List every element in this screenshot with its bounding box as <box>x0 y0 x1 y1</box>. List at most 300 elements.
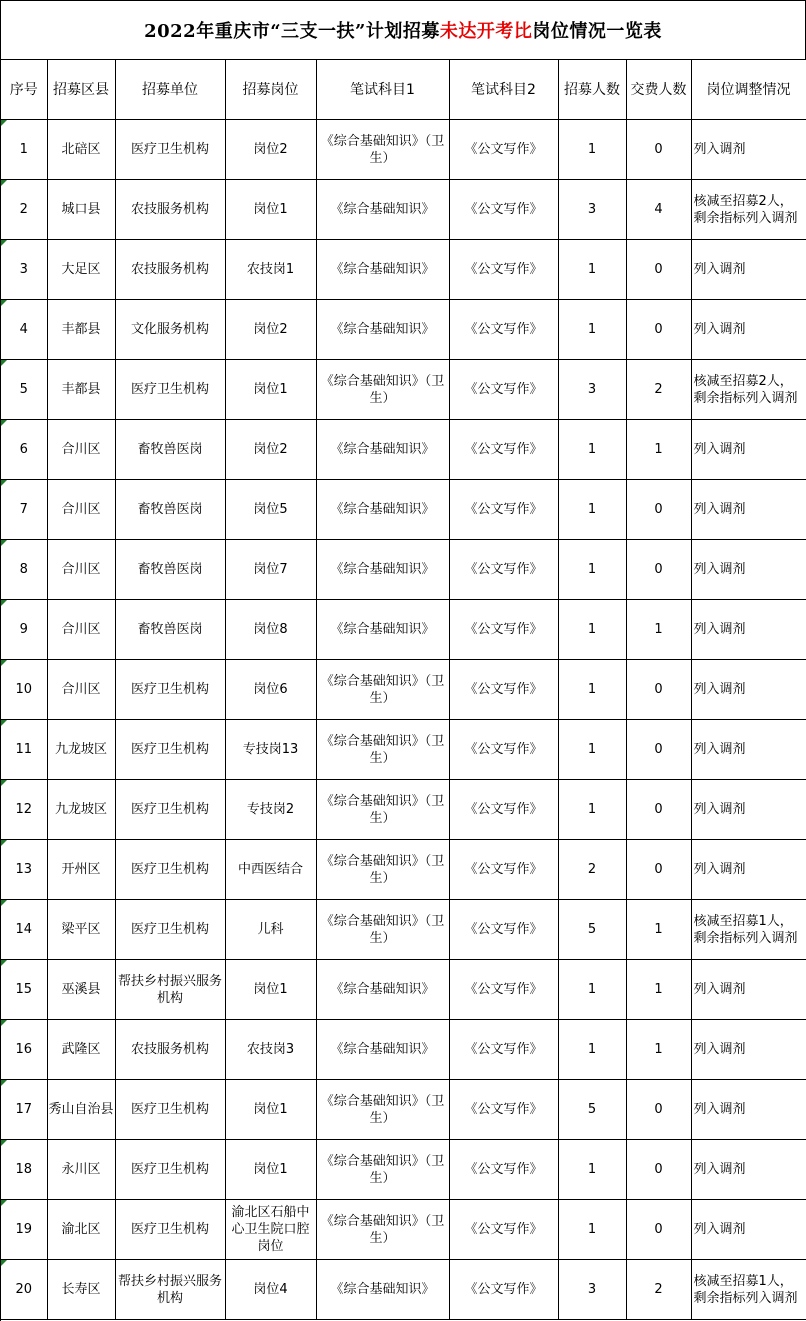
cell-unit[interactable] <box>115 420 225 480</box>
cell-index[interactable] <box>1 180 47 240</box>
cell-exam-2[interactable] <box>449 960 558 1020</box>
cell-exam-1[interactable] <box>316 780 449 840</box>
cell-adjustment[interactable] <box>691 1020 806 1080</box>
cell-district-text: 开州区 <box>61 862 101 877</box>
cell-adjustment[interactable] <box>691 780 806 840</box>
cell-district-text: 合川区 <box>61 622 101 637</box>
cell-unit[interactable] <box>115 240 225 300</box>
cell-exam-1[interactable] <box>316 240 449 300</box>
cell-unit[interactable] <box>115 1260 225 1320</box>
cell-exam-1[interactable] <box>316 300 449 360</box>
cell-index-text: 4 <box>19 322 28 337</box>
cell-exam-1[interactable] <box>316 1020 449 1080</box>
cell-unit-text: 医疗卫生机构 <box>130 1162 209 1177</box>
cell-exam-2[interactable] <box>449 900 558 960</box>
cell-index[interactable] <box>1 900 47 960</box>
cell-paid-count-text: 0 <box>654 562 663 577</box>
cell-paid-count-text: 1 <box>654 442 663 457</box>
cell-index-text: 9 <box>19 622 28 637</box>
cell-exam-2[interactable] <box>449 720 558 780</box>
cell-index-text: 6 <box>19 442 28 457</box>
cell-exam-1[interactable] <box>316 720 449 780</box>
cell-index[interactable] <box>1 960 47 1020</box>
cell-index[interactable] <box>1 1080 47 1140</box>
cell-post[interactable] <box>225 120 316 180</box>
cell-district-text: 丰都县 <box>61 322 101 337</box>
cell-index[interactable] <box>1 1260 47 1320</box>
cell-paid-count[interactable] <box>626 120 691 180</box>
cell-district-text: 合川区 <box>61 682 101 697</box>
cell-paid-count[interactable] <box>626 660 691 720</box>
cell-post-text: 岗位6 <box>253 682 288 697</box>
cell-unit-text: 医疗卫生机构 <box>130 862 209 877</box>
cell-unit-text: 畜牧兽医岗 <box>137 562 203 577</box>
cell-district-text: 梁平区 <box>61 922 101 937</box>
cell-exam-2[interactable] <box>449 1020 558 1080</box>
table-row <box>1 360 806 420</box>
cell-unit[interactable] <box>115 900 225 960</box>
table-row <box>1 420 806 480</box>
cell-recruit-count[interactable] <box>558 900 626 960</box>
cell-district[interactable] <box>47 960 115 1020</box>
cell-paid-count[interactable] <box>626 1020 691 1080</box>
cell-district[interactable] <box>47 1140 115 1200</box>
cell-recruit-count[interactable] <box>558 660 626 720</box>
table-row <box>1 780 806 840</box>
cell-district-text: 大足区 <box>61 262 101 277</box>
table-row <box>1 600 806 660</box>
cell-post-text: 农技岗1 <box>246 262 295 277</box>
cell-paid-count[interactable] <box>626 960 691 1020</box>
cell-exam-1[interactable] <box>316 540 449 600</box>
table-row <box>1 540 806 600</box>
cell-adjustment-text: 列入调剂 <box>693 862 746 877</box>
cell-exam-2[interactable] <box>449 300 558 360</box>
cell-district[interactable] <box>47 540 115 600</box>
cell-adjustment[interactable] <box>691 960 806 1020</box>
cell-district[interactable] <box>47 840 115 900</box>
cell-exam-2-text: 《公文写作》 <box>464 142 543 157</box>
cell-index[interactable] <box>1 1200 47 1260</box>
cell-district[interactable] <box>47 120 115 180</box>
cell-exam-2[interactable] <box>449 1140 558 1200</box>
cell-district[interactable] <box>47 360 115 420</box>
cell-unit-text: 医疗卫生机构 <box>130 1222 209 1237</box>
cell-paid-count[interactable] <box>626 1260 691 1320</box>
cell-post[interactable] <box>225 660 316 720</box>
cell-paid-count[interactable] <box>626 420 691 480</box>
cell-index-text: 19 <box>15 1222 33 1237</box>
cell-district[interactable] <box>47 1200 115 1260</box>
cell-adjustment-text: 核减至招募2人，剩余指标列入调剂 <box>693 193 798 226</box>
cell-recruit-count[interactable] <box>558 1140 626 1200</box>
cell-index-text: 14 <box>15 922 33 937</box>
cell-recruit-count[interactable] <box>558 780 626 840</box>
cell-paid-count[interactable] <box>626 900 691 960</box>
cell-exam-2-text: 《公文写作》 <box>464 322 543 337</box>
cell-recruit-count[interactable] <box>558 960 626 1020</box>
cell-post-text: 渝北区石船中心卫生院口腔岗位 <box>231 1205 310 1254</box>
cell-district[interactable] <box>47 1080 115 1140</box>
cell-adjustment-text: 列入调剂 <box>693 1102 746 1117</box>
cell-district-text: 九龙坡区 <box>54 802 107 817</box>
cell-marker-icon <box>1 720 7 726</box>
cell-paid-count[interactable] <box>626 1080 691 1140</box>
cell-post-text: 岗位5 <box>253 502 288 517</box>
cell-exam-2-text: 《公文写作》 <box>464 202 543 217</box>
cell-marker-icon <box>1 600 7 606</box>
cell-paid-count-text: 2 <box>654 382 663 397</box>
cell-exam-1[interactable] <box>316 900 449 960</box>
cell-index[interactable] <box>1 840 47 900</box>
cell-adjustment[interactable] <box>691 900 806 960</box>
cell-exam-2[interactable] <box>449 540 558 600</box>
cell-post[interactable] <box>225 180 316 240</box>
cell-exam-1[interactable] <box>316 840 449 900</box>
cell-recruit-count-text: 1 <box>587 142 597 157</box>
cell-index[interactable] <box>1 540 47 600</box>
cell-exam-1[interactable] <box>316 600 449 660</box>
cell-district[interactable] <box>47 300 115 360</box>
cell-exam-1-text: 《综合基础知识》 <box>330 982 435 997</box>
cell-post-text: 岗位8 <box>253 622 288 637</box>
cell-index-text: 11 <box>15 742 33 757</box>
cell-exam-1-text: 《综合基础知识》 <box>330 622 435 637</box>
cell-district[interactable] <box>47 900 115 960</box>
cell-exam-1-text: 《综合基础知识》（卫生） <box>320 1213 445 1246</box>
cell-post[interactable] <box>225 1020 316 1080</box>
table-row <box>1 900 806 960</box>
cell-exam-1[interactable] <box>316 120 449 180</box>
cell-district-text: 渝北区 <box>61 1222 101 1237</box>
cell-post[interactable] <box>225 1080 316 1140</box>
cell-adjustment[interactable] <box>691 1080 806 1140</box>
cell-index[interactable] <box>1 1020 47 1080</box>
cell-unit[interactable] <box>115 960 225 1020</box>
cell-index-text: 3 <box>19 262 28 277</box>
cell-adjustment[interactable] <box>691 660 806 720</box>
cell-exam-1-text: 《综合基础知识》 <box>330 502 435 517</box>
cell-recruit-count[interactable] <box>558 1080 626 1140</box>
cell-recruit-count[interactable] <box>558 600 626 660</box>
cell-post-text: 专技岗2 <box>246 802 295 817</box>
cell-recruit-count[interactable] <box>558 1260 626 1320</box>
cell-unit-text: 畜牧兽医岗 <box>137 502 203 517</box>
cell-adjustment-text: 列入调剂 <box>693 562 746 577</box>
cell-paid-count[interactable] <box>626 480 691 540</box>
cell-marker-icon <box>1 780 7 786</box>
cell-index[interactable] <box>1 360 47 420</box>
cell-index-text: 13 <box>15 862 33 877</box>
cell-exam-2-text: 《公文写作》 <box>464 922 543 937</box>
cell-unit[interactable] <box>115 480 225 540</box>
cell-adjustment[interactable] <box>691 180 806 240</box>
cell-recruit-count-text: 1 <box>587 622 597 637</box>
cell-post-text: 岗位1 <box>253 202 288 217</box>
cell-paid-count-text: 0 <box>654 682 663 697</box>
cell-exam-1-text: 《综合基础知识》（卫生） <box>320 913 445 946</box>
cell-exam-1[interactable] <box>316 960 449 1020</box>
cell-unit[interactable] <box>115 1140 225 1200</box>
cell-unit[interactable] <box>115 300 225 360</box>
cell-paid-count-text: 0 <box>654 502 663 517</box>
cell-exam-2[interactable] <box>449 1200 558 1260</box>
cell-recruit-count[interactable] <box>558 1020 626 1080</box>
cell-unit[interactable] <box>115 780 225 840</box>
cell-unit-text: 农技服务机构 <box>130 262 209 277</box>
cell-recruit-count[interactable] <box>558 300 626 360</box>
cell-exam-2[interactable] <box>449 660 558 720</box>
cell-exam-2[interactable] <box>449 180 558 240</box>
cell-recruit-count[interactable] <box>558 120 626 180</box>
cell-recruit-count[interactable] <box>558 360 626 420</box>
cell-adjustment[interactable] <box>691 360 806 420</box>
cell-adjustment[interactable] <box>691 480 806 540</box>
cell-recruit-count-text: 3 <box>587 1282 597 1297</box>
cell-recruit-count-text: 1 <box>587 1222 597 1237</box>
cell-paid-count-text: 0 <box>654 322 663 337</box>
cell-post[interactable] <box>225 300 316 360</box>
cell-unit[interactable] <box>115 600 225 660</box>
cell-district[interactable] <box>47 420 115 480</box>
cell-index[interactable] <box>1 420 47 480</box>
cell-exam-1-text: 《综合基础知识》（卫生） <box>320 373 445 406</box>
cell-index[interactable] <box>1 600 47 660</box>
cell-post[interactable] <box>225 840 316 900</box>
cell-district[interactable] <box>47 240 115 300</box>
cell-index[interactable] <box>1 300 47 360</box>
cell-post[interactable] <box>225 1260 316 1320</box>
cell-post[interactable] <box>225 1200 316 1260</box>
column-header: 交费人数 <box>626 60 691 120</box>
cell-paid-count-text: 1 <box>654 622 663 637</box>
cell-paid-count[interactable] <box>626 1200 691 1260</box>
cell-unit-text: 文化服务机构 <box>130 322 209 337</box>
cell-index-text: 5 <box>19 382 28 397</box>
cell-exam-1[interactable] <box>316 180 449 240</box>
cell-index-text: 18 <box>15 1162 33 1177</box>
title-prefix: 2022年重庆市“三支一扶”计划招募 <box>144 21 440 42</box>
cell-exam-2[interactable] <box>449 840 558 900</box>
title-highlight: 未达开考比 <box>439 21 533 42</box>
cell-exam-2-text: 《公文写作》 <box>464 1102 543 1117</box>
cell-index-text: 20 <box>15 1282 33 1297</box>
cell-district-text: 合川区 <box>61 502 101 517</box>
cell-recruit-count-text: 1 <box>587 442 597 457</box>
cell-paid-count[interactable] <box>626 720 691 780</box>
cell-district[interactable] <box>47 780 115 840</box>
cell-adjustment-text: 列入调剂 <box>693 1222 746 1237</box>
cell-post-text: 岗位2 <box>253 142 288 157</box>
cell-post[interactable] <box>225 960 316 1020</box>
cell-recruit-count[interactable] <box>558 240 626 300</box>
cell-marker-icon <box>1 420 7 426</box>
cell-index[interactable] <box>1 480 47 540</box>
cell-recruit-count-text: 3 <box>587 202 597 217</box>
cell-unit[interactable] <box>115 720 225 780</box>
cell-unit[interactable] <box>115 540 225 600</box>
cell-adjustment-text: 核减至招募1人，剩余指标列入调剂 <box>693 1273 798 1306</box>
cell-unit[interactable] <box>115 360 225 420</box>
cell-recruit-count[interactable] <box>558 480 626 540</box>
cell-exam-1[interactable] <box>316 480 449 540</box>
cell-paid-count[interactable] <box>626 300 691 360</box>
cell-district[interactable] <box>47 720 115 780</box>
cell-exam-2[interactable] <box>449 780 558 840</box>
cell-exam-2[interactable] <box>449 120 558 180</box>
cell-index[interactable] <box>1 780 47 840</box>
cell-exam-1-text: 《综合基础知识》 <box>330 562 435 577</box>
cell-district[interactable] <box>47 180 115 240</box>
cell-district-text: 九龙坡区 <box>54 742 107 757</box>
cell-exam-1[interactable] <box>316 1260 449 1320</box>
cell-post-text: 岗位2 <box>253 442 288 457</box>
cell-index[interactable] <box>1 1140 47 1200</box>
cell-exam-1[interactable] <box>316 1200 449 1260</box>
cell-adjustment[interactable] <box>691 120 806 180</box>
cell-district[interactable] <box>47 1020 115 1080</box>
cell-post[interactable] <box>225 900 316 960</box>
cell-paid-count[interactable] <box>626 600 691 660</box>
cell-post[interactable] <box>225 600 316 660</box>
cell-exam-1[interactable] <box>316 360 449 420</box>
cell-unit[interactable] <box>115 120 225 180</box>
cell-post-text: 岗位1 <box>253 382 288 397</box>
cell-index[interactable] <box>1 240 47 300</box>
cell-adjustment[interactable] <box>691 840 806 900</box>
cell-post[interactable] <box>225 480 316 540</box>
cell-adjustment[interactable] <box>691 540 806 600</box>
cell-recruit-count[interactable] <box>558 420 626 480</box>
cell-district[interactable] <box>47 600 115 660</box>
column-header: 招募人数 <box>558 60 626 120</box>
cell-exam-1[interactable] <box>316 660 449 720</box>
cell-post-text: 岗位7 <box>253 562 288 577</box>
cell-adjustment-text: 列入调剂 <box>693 142 746 157</box>
cell-recruit-count[interactable] <box>558 840 626 900</box>
cell-exam-2[interactable] <box>449 240 558 300</box>
cell-adjustment-text: 列入调剂 <box>693 1042 746 1057</box>
cell-adjustment[interactable] <box>691 1200 806 1260</box>
cell-exam-2[interactable] <box>449 420 558 480</box>
cell-district-text: 永川区 <box>61 1162 101 1177</box>
cell-marker-icon <box>1 1260 7 1266</box>
cell-marker-icon <box>1 900 7 906</box>
cell-post[interactable] <box>225 420 316 480</box>
cell-paid-count-text: 1 <box>654 982 663 997</box>
cell-recruit-count-text: 1 <box>587 322 597 337</box>
cell-adjustment[interactable] <box>691 300 806 360</box>
cell-marker-icon <box>1 300 7 306</box>
cell-recruit-count[interactable] <box>558 540 626 600</box>
cell-district[interactable] <box>47 1260 115 1320</box>
cell-exam-1[interactable] <box>316 1140 449 1200</box>
cell-paid-count[interactable] <box>626 780 691 840</box>
cell-index-text: 8 <box>19 562 28 577</box>
cell-exam-2[interactable] <box>449 1080 558 1140</box>
cell-exam-2-text: 《公文写作》 <box>464 682 543 697</box>
cell-paid-count[interactable] <box>626 180 691 240</box>
cell-exam-2[interactable] <box>449 600 558 660</box>
cell-paid-count[interactable] <box>626 240 691 300</box>
cell-index-text: 7 <box>19 502 28 517</box>
cell-exam-2-text: 《公文写作》 <box>464 502 543 517</box>
cell-district-text: 北碚区 <box>61 142 101 157</box>
cell-exam-2-text: 《公文写作》 <box>464 1282 543 1297</box>
cell-post[interactable] <box>225 780 316 840</box>
table-row <box>1 240 806 300</box>
cell-exam-2[interactable] <box>449 480 558 540</box>
cell-recruit-count-text: 1 <box>587 262 597 277</box>
cell-district[interactable] <box>47 480 115 540</box>
cell-index[interactable] <box>1 720 47 780</box>
cell-district[interactable] <box>47 660 115 720</box>
cell-post-text: 岗位1 <box>253 1102 288 1117</box>
cell-recruit-count[interactable] <box>558 1200 626 1260</box>
cell-exam-1-text: 《综合基础知识》 <box>330 1042 435 1057</box>
cell-index[interactable] <box>1 660 47 720</box>
cell-paid-count[interactable] <box>626 360 691 420</box>
cell-marker-icon <box>1 960 7 966</box>
cell-adjustment[interactable] <box>691 600 806 660</box>
cell-exam-2[interactable] <box>449 360 558 420</box>
cell-post[interactable] <box>225 720 316 780</box>
cell-post[interactable] <box>225 1140 316 1200</box>
page-title <box>1 1 806 60</box>
cell-unit[interactable] <box>115 1080 225 1140</box>
cell-unit-text: 帮扶乡村振兴服务机构 <box>117 973 222 1006</box>
cell-recruit-count[interactable] <box>558 720 626 780</box>
cell-paid-count[interactable] <box>626 1140 691 1200</box>
cell-adjustment-text: 列入调剂 <box>693 622 746 637</box>
cell-paid-count[interactable] <box>626 540 691 600</box>
cell-exam-1[interactable] <box>316 1080 449 1140</box>
cell-recruit-count[interactable] <box>558 180 626 240</box>
cell-adjustment[interactable] <box>691 240 806 300</box>
cell-paid-count-text: 0 <box>654 1162 663 1177</box>
cell-exam-2-text: 《公文写作》 <box>464 1222 543 1237</box>
cell-recruit-count-text: 1 <box>587 1042 597 1057</box>
cell-adjustment[interactable] <box>691 420 806 480</box>
cell-adjustment[interactable] <box>691 720 806 780</box>
cell-unit[interactable] <box>115 1020 225 1080</box>
cell-exam-1-text: 《综合基础知识》 <box>330 262 435 277</box>
cell-adjustment-text: 列入调剂 <box>693 442 746 457</box>
cell-exam-1[interactable] <box>316 420 449 480</box>
cell-post[interactable] <box>225 360 316 420</box>
cell-unit[interactable] <box>115 840 225 900</box>
cell-post[interactable] <box>225 240 316 300</box>
cell-unit[interactable] <box>115 660 225 720</box>
cell-adjustment[interactable] <box>691 1140 806 1200</box>
cell-paid-count-text: 4 <box>654 202 663 217</box>
cell-unit[interactable] <box>115 1200 225 1260</box>
cell-adjustment[interactable] <box>691 1260 806 1320</box>
cell-exam-2[interactable] <box>449 1260 558 1320</box>
cell-adjustment-text: 列入调剂 <box>693 982 746 997</box>
cell-index[interactable] <box>1 120 47 180</box>
cell-paid-count[interactable] <box>626 840 691 900</box>
cell-post[interactable] <box>225 540 316 600</box>
cell-unit-text: 医疗卫生机构 <box>130 682 209 697</box>
cell-unit-text: 畜牧兽医岗 <box>137 622 203 637</box>
cell-paid-count-text: 2 <box>654 1282 663 1297</box>
cell-index-text: 15 <box>15 982 33 997</box>
cell-exam-2-text: 《公文写作》 <box>464 442 543 457</box>
table-row <box>1 120 806 180</box>
cell-exam-2-text: 《公文写作》 <box>464 802 543 817</box>
cell-unit[interactable] <box>115 180 225 240</box>
